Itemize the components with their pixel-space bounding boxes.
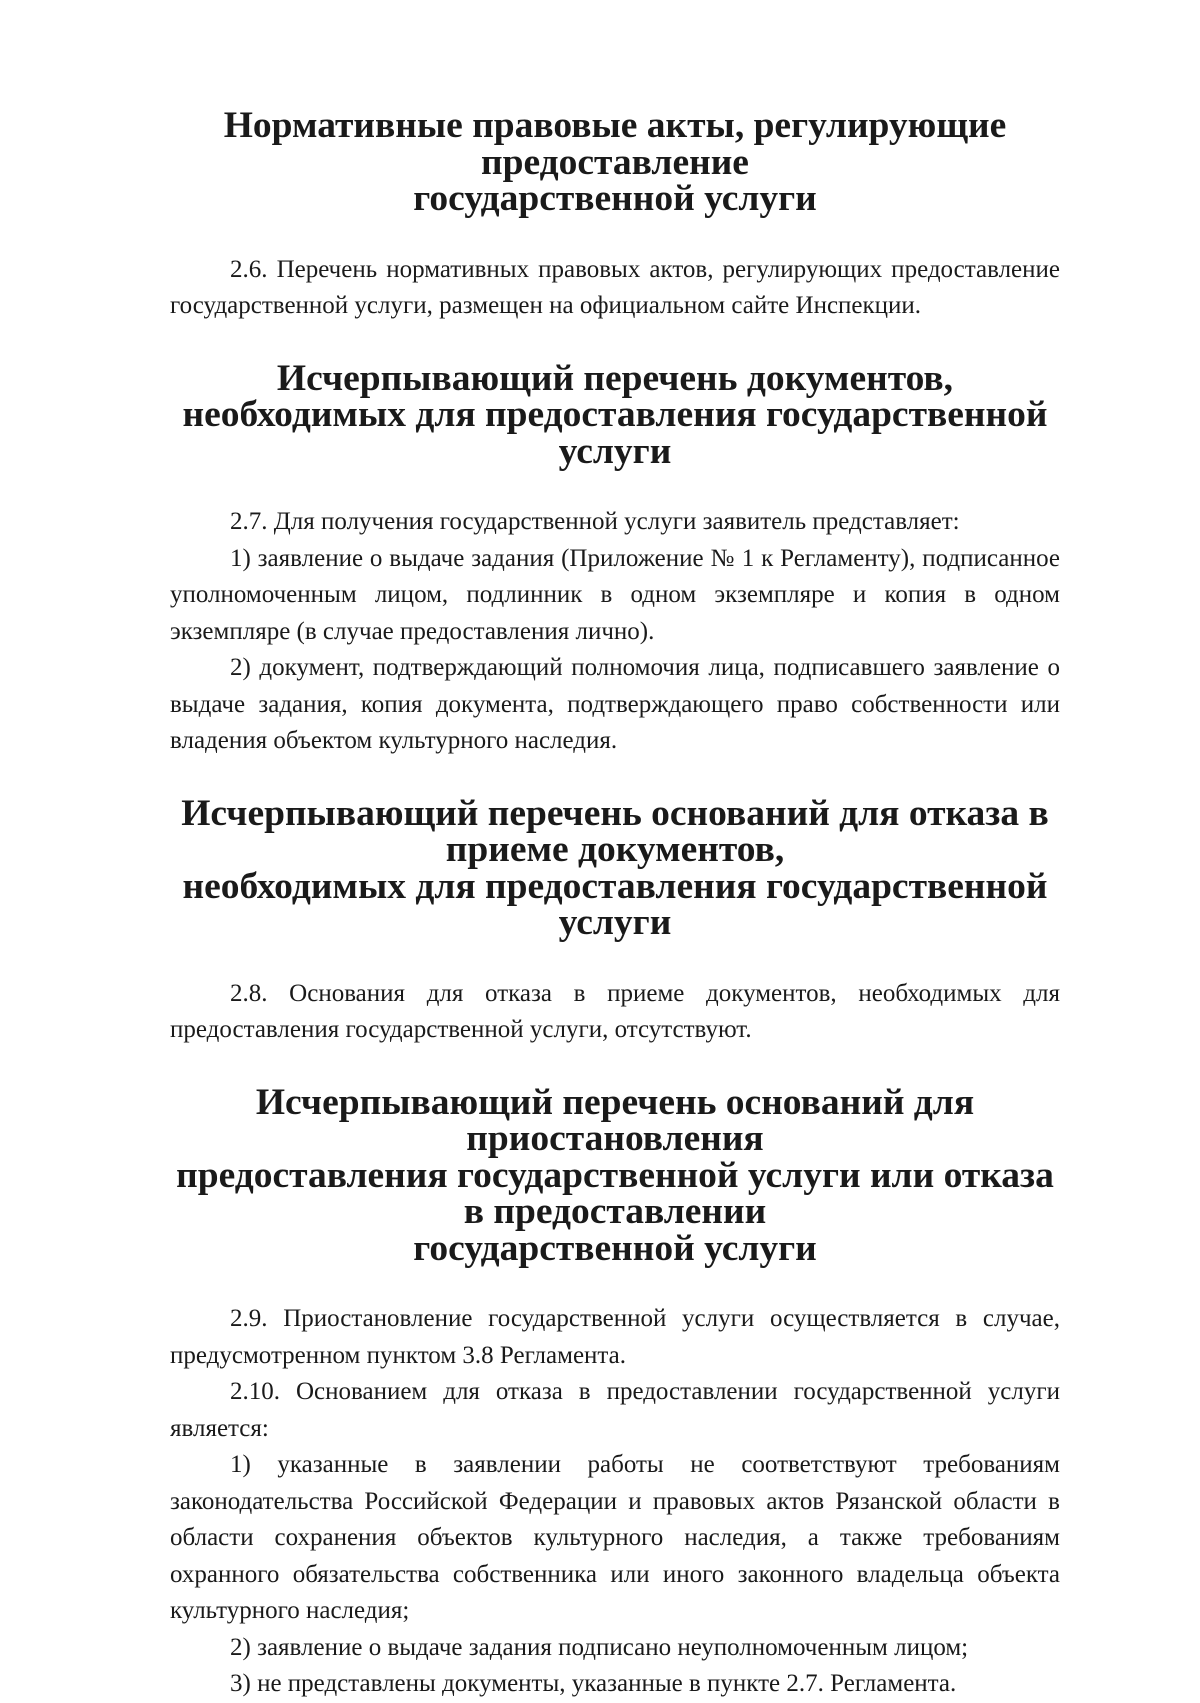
section-heading <box>170 1081 1060 1269</box>
section-refusal-grounds-acceptance <box>170 792 1060 1049</box>
section-suspension-refusal-grounds <box>170 1081 1060 1703</box>
section-normative-acts <box>170 105 1060 325</box>
section-heading <box>170 357 1060 472</box>
heading-line: государственной услуги <box>413 1227 817 1269</box>
heading-line: необходимых для предоставления государственной услуги <box>182 394 1048 472</box>
heading-line: государственной услуги <box>413 178 817 219</box>
list-item-2: 2) заявление о выдаче задания подписано неуполномоченным лицом; <box>230 1633 969 1661</box>
list-item-1: 1) заявление о выдаче задания (Приложение № 1 к Регламенту), подписанное уполномоченным лицом, подлинник в одном экземпляре и копия в одном экземпляре (в случае предоставления лично). <box>170 544 1060 645</box>
paragraph-2-9: 2.9. Приостановление государственной услуги осуществляется в случае, предусмотренном пунктом 3.8 Регламента. <box>170 1305 1060 1369</box>
heading-line: Исчерпывающий перечень оснований для отказа в приеме документов, <box>181 792 1049 870</box>
list-item-2: 2) документ, подтверждающий полномочия лица, подписавшего заявление о выдаче задания, копия документа, подтверждающего право собственности или владения объектом культурного наследия. <box>170 654 1060 754</box>
list-item-1: 1) указанные в заявлении работы не соответствуют требованиям законодательства Российской Федерации и правовых актов Рязанской области в области сохранения объектов культурного наследия, а также требованиям охранного обязательства собственника или иного законного владельца объекта культурного наследия; <box>170 1451 1060 1624</box>
section-heading <box>170 792 1060 943</box>
section-heading <box>170 105 1060 219</box>
heading-line: Нормативные правовые акты, регулирующие предоставление <box>223 105 1007 183</box>
document-page <box>170 105 1060 1703</box>
heading-line: предоставления государственной услуги или отказа в предоставлении <box>176 1154 1054 1232</box>
paragraph-2-8: 2.8. Основания для отказа в приеме документов, необходимых для предоставления государственной услуги, отсутствуют. <box>170 979 1060 1043</box>
list-item-3: 3) не представлены документы, указанные в пункте 2.7. Регламента. <box>230 1670 957 1697</box>
paragraph-2-6: 2.6. Перечень нормативных правовых актов, регулирующих предоставление государственной услуги, размещен на официальном сайте Инспекции. <box>170 255 1060 319</box>
section-documents-list <box>170 357 1060 760</box>
heading-line: Исчерпывающий перечень оснований для приостановления <box>255 1081 975 1159</box>
heading-line: Исчерпывающий перечень документов, <box>276 357 954 399</box>
paragraph-2-7: 2.7. Для получения государственной услуги заявитель представляет: <box>230 508 960 535</box>
heading-line: необходимых для предоставления государственной услуги <box>182 865 1048 943</box>
paragraph-2-10: 2.10. Основанием для отказа в предоставлении государственной услуги является: <box>170 1378 1060 1442</box>
